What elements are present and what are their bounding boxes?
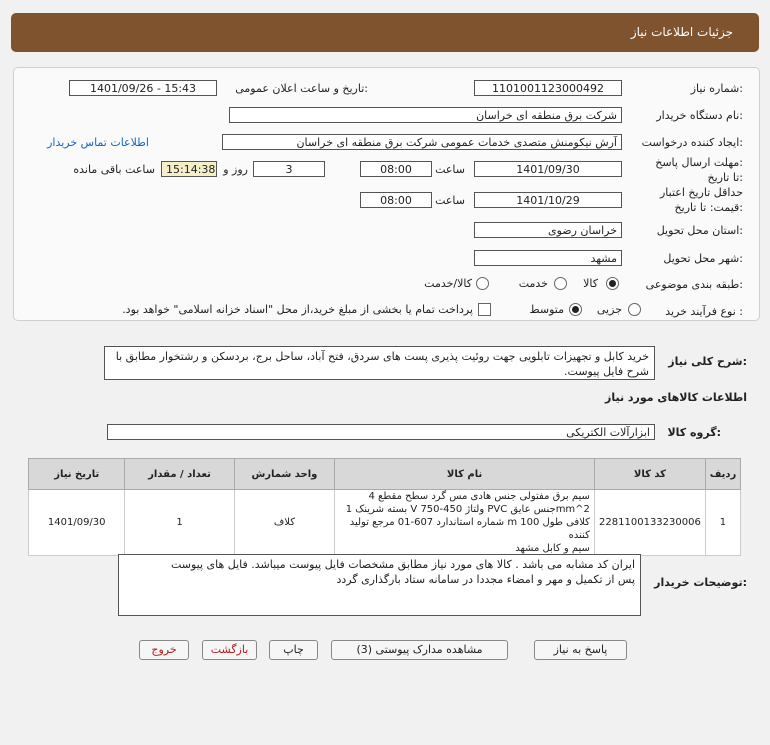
cell-name-line: mm^2جنس عایق PVC ولتاژ 450-750 V بسته شرینک 1 — [345, 504, 590, 515]
deadline-days-field: 3 — [253, 161, 325, 177]
validity-time-field: 08:00 — [360, 192, 432, 208]
category-option-goods: کالا — [583, 277, 598, 290]
validity-label-2: قیمت: تا تاریخ: — [674, 201, 743, 214]
announce-label: تاریخ و ساعت اعلان عمومی: — [235, 82, 368, 95]
purchase-radio-medium[interactable] — [569, 303, 582, 316]
cell-name-line: سیم و کابل مشهد — [515, 543, 590, 554]
print-button[interactable]: چاپ — [269, 640, 318, 660]
deadline-days-label: روز و — [223, 163, 248, 176]
col-qty: تعداد / مقدار — [125, 459, 234, 490]
requester-label: ایجاد کننده درخواست: — [641, 136, 743, 149]
cell-name-line: کلافی طول m 100 شماره استاندارد 607-01 مرجع تولید کننده — [349, 517, 590, 541]
deadline-time-field: 08:00 — [360, 161, 432, 177]
goods-table — [28, 458, 741, 556]
category-radio-service[interactable] — [554, 277, 567, 290]
goods-group-label: گروه کالا: — [667, 426, 721, 439]
requester-field: آرش نیکومنش متصدی خدمات عمومی شرکت برق منطقه ای خراسان — [222, 134, 622, 150]
category-option-goods-service: کالا/خدمت — [424, 277, 472, 290]
category-option-service: خدمت — [518, 277, 548, 290]
city-field: مشهد — [474, 250, 622, 266]
remaining-time-label: ساعت باقی مانده — [73, 163, 155, 176]
need-number-label: شماره نیاز: — [690, 82, 743, 95]
col-row: ردیف — [705, 459, 740, 490]
cell-unit: کلاف — [234, 490, 335, 556]
deadline-time-label: ساعت — [435, 163, 465, 176]
cell-row: 1 — [705, 490, 740, 556]
col-date: تاریخ نیاز — [29, 459, 125, 490]
cell-name — [335, 490, 595, 556]
page-title: جزئیات اطلاعات نیاز — [630, 25, 733, 39]
buyer-notes-label: توضیحات خریدار: — [654, 576, 747, 589]
buyer-contact-link[interactable]: اطلاعات تماس خریدار — [47, 136, 149, 149]
summary-field: خرید کابل و تجهیزات تابلویی جهت روئیت پذیری پست های سردق، فتح آباد، ساحل برج، بردسکن و رشتخوار مطابق با شرح فایل پیوست. — [104, 346, 655, 380]
announce-field: 1401/09/26 - 15:43 — [69, 80, 217, 96]
cell-code: 2281100133230006 — [594, 490, 705, 556]
validity-label-1: حداقل تاریخ اعتبار — [659, 186, 743, 199]
goods-group-field: ابزارآلات الکتریکی — [107, 424, 655, 440]
treasury-checkbox[interactable] — [478, 303, 491, 316]
reply-button[interactable]: پاسخ به نیاز — [534, 640, 627, 660]
buyer-notes-field — [118, 554, 641, 616]
buyer-org-field: شرکت برق منطقه ای خراسان — [229, 107, 622, 123]
buyer-notes-line: پس از تکمیل و مهر و امضاء مجددا در سامانه ستاد بارگذاری گردد — [336, 573, 635, 586]
validity-date-field: 1401/10/29 — [474, 192, 622, 208]
goods-info-title: اطلاعات کالاهای مورد نیاز — [605, 391, 747, 404]
exit-button[interactable]: خروج — [139, 640, 189, 660]
province-label: استان محل تحویل: — [656, 224, 743, 237]
table-header-row — [29, 459, 741, 490]
table-row — [29, 490, 741, 556]
cell-date: 1401/09/30 — [29, 490, 125, 556]
need-number-field: 1101001123000492 — [474, 80, 622, 96]
summary-label: شرح کلی نیاز: — [668, 355, 747, 368]
category-radio-goods[interactable] — [606, 277, 619, 290]
col-unit: واحد شمارش — [234, 459, 335, 490]
treasury-checkbox-label: پرداخت تمام یا بخشی از مبلغ خرید،از محل "اسناد خزانه اسلامی" خواهد بود. — [122, 303, 473, 316]
deadline-label-2: تا تاریخ: — [707, 171, 743, 184]
buyer-notes-line: ایران کد مشابه می باشد . کالا های مورد نیاز مطابق مشخصات فایل پیوست میباشد. فایل های پیوست — [170, 558, 635, 571]
buyer-org-label: نام دستگاه خریدار: — [656, 109, 743, 122]
deadline-label: مهلت ارسال پاسخ: — [655, 156, 743, 169]
purchase-option-medium: متوسط — [529, 303, 564, 316]
col-code: کد کالا — [594, 459, 705, 490]
category-label: طبقه بندی موضوعی: — [645, 278, 743, 291]
purchase-type-label: نوع فرآیند خرید : — [665, 305, 743, 318]
remaining-time-field: 15:14:38 — [161, 161, 217, 177]
purchase-option-minor: جزیی — [596, 303, 622, 316]
back-button[interactable]: بازگشت — [202, 640, 257, 660]
category-radio-goods-service[interactable] — [476, 277, 489, 290]
cell-name-line: سیم برق مفتولی جنس هادی مس گرد سطح مقطع 4 — [368, 491, 590, 502]
page-header — [11, 13, 759, 52]
city-label: شهر محل تحویل: — [663, 252, 743, 265]
col-name: نام کالا — [335, 459, 595, 490]
province-field: خراسان رضوی — [474, 222, 622, 238]
attachments-button[interactable]: مشاهده مدارک پیوستی (3) — [331, 640, 508, 660]
cell-qty: 1 — [125, 490, 234, 556]
purchase-radio-minor[interactable] — [628, 303, 641, 316]
deadline-date-field: 1401/09/30 — [474, 161, 622, 177]
validity-time-label: ساعت — [435, 194, 465, 207]
